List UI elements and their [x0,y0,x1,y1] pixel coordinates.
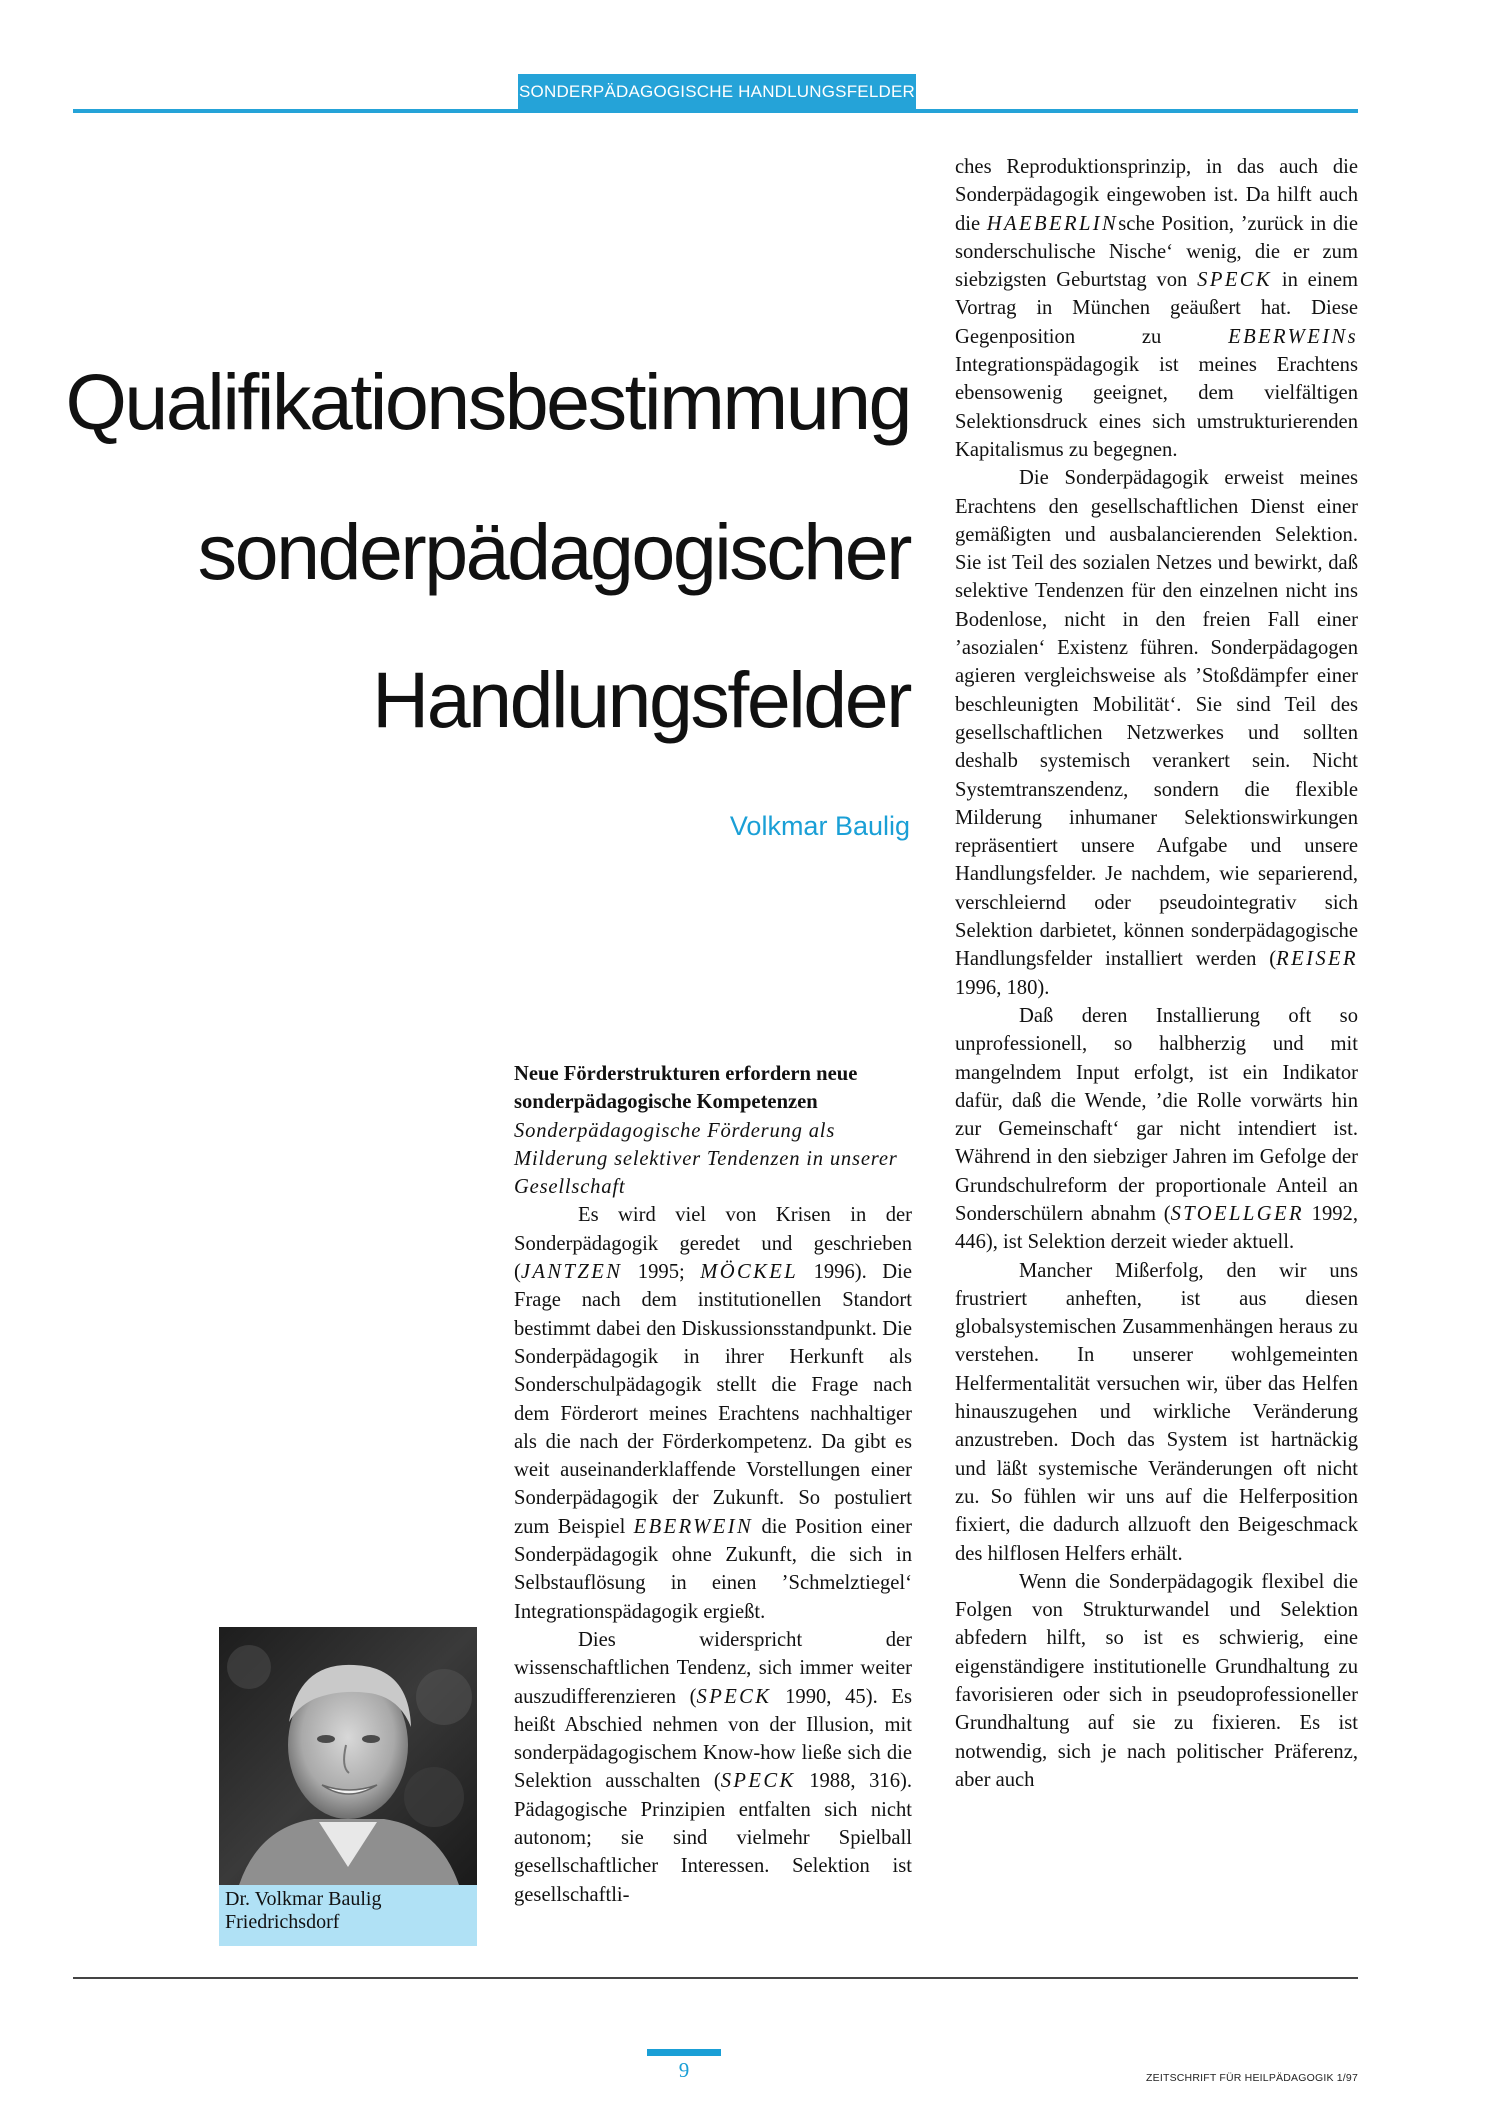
author-citation: STOELLGER [1170,1202,1304,1225]
section-subheading: Sonderpädagogische Förderung als Milderung selektiver Tendenzen in unserer Gesellschaft [514,1119,898,1199]
article-title-line-3: Handlungsfelder [372,655,910,744]
author-citation: SPECK [720,1770,796,1793]
author-citation: EBERWEIN [633,1515,754,1538]
right-column [955,153,1358,1794]
paragraph: Wenn die Sonderpädagogik flexibel die Folgen von Strukturwandel und Selektion abfedern hilft, so ist es schwierig, eine eigenständigere institutionelle Grundhaltung zu favorisieren oder sich in pseudoprofessioneller Grundhaltung auf sie zu fixieren. Es ist notwendig, sich je nach politischer Präferenz, aber auch [955,1570,1358,1791]
paragraph: Dies widerspricht der wissenschaftlichen Tendenz, sich immer weiter auszudifferenzieren (SPECK 1990, 45). Es heißt Abschied nehmen von der Illusion, mit sonderpädagogischem Know-how ließe sich die Selektion ausschalten (SPECK 1988, 316). Pädagogische Prinzipien entfalten sich nicht autonom; sie sind vielmehr Spielball gesellschaftlicher Interessen. Selektion ist gesellschaftli- [514,1628,912,1906]
journal-name: ZEITSCHRIFT FÜR HEILPÄDAGOGIK 1/97 [1146,2072,1358,2084]
author-citation: SPECK [696,1685,772,1708]
author-citation: MÖCKEL [700,1261,799,1284]
section-heading-line-2: sonderpädagogische Kompetenzen [514,1091,818,1114]
author-citation: JANTZEN [520,1261,623,1284]
footer-rule [73,1977,1358,1979]
author-citation: EBERWEINs [1228,325,1358,348]
page-number: 9 [678,2058,690,2082]
section-heading [514,1060,912,1117]
middle-column [514,1060,912,1909]
author-name: Volkmar Baulig [729,811,910,841]
paragraph: Mancher Mißerfolg, den wir uns frustriert anheften, ist aus diesen globalsystemischen Zusammenhängen heraus zu verstehen. In unserer wohlgemeinten Helfermentalität versuchen wir, über das Helfen hinauszugehen und wirkliche Veränderung anzustreben. Doch das System ist hartnäckig und läßt systemische Veränderungen oft nicht zu. So fühlen wir uns auf die Helferposition fixiert, die dadurch allzuoft den Beigeschmack des hilflosen Helfers erhält. [955,1259,1358,1565]
section-tag: SONDERPÄDAGOGISCHE HANDLUNGSFELDER [518,74,916,110]
caption-location: Friedrichsdorf [225,1911,340,1933]
paragraph: Es wird viel von Krisen in der Sonderpädagogik geredet und geschrieben (JANTZEN 1995; MÖCKEL 1996). Die Frage nach dem institutionellen Standort bestimmt dabei den Diskussionsstandpunkt. Die Sonderpädagogik in ihrer Herkunft als Sonderschulpädagogik stellt die Frage nach dem Förderort meines Erachtens nachhaltiger als die nach der Förderkompetenz. Da gibt es weit auseinanderklaffende Vorstellungen einer Sonderpädagogik der Zukunft. So postuliert zum Beispiel EBERWEIN die Position einer Sonderpädagogik ohne Zukunft, die sich in Selbstauflösung in einen ’Schmelztiegel‘ Integrationspädagogik ergießt. [514,1204,912,1623]
caption-name: Dr. Volkmar Baulig [225,1888,382,1910]
paragraph: Daß deren Installierung oft so unprofessionell, so halbherzig und mit mangelndem Input erfolgt, ist ein Indikator dafür, daß die Wende, ’die Rolle vorwärts hin zur Gemeinschaft‘ gar nicht intendiert ist. Während in den siebziger Jahren im Gefolge der Grundschulreform der proportionale Anteil an Sonderschülern abnahm (STOELLGER 1992, 446), ist Selektion derzeit wieder aktuell. [955,1004,1358,1254]
page-number-bar [647,2049,721,2056]
author-citation: REISER [1276,948,1358,971]
header-rule [73,109,1358,113]
author-portrait-image [219,1627,477,1885]
paragraph: ches Reproduktionsprinzip, in das auch die Sonderpädagogik eingewoben ist. Da hilft auch die HAEBERLINsche Position, ’zurück in die sonderschulische Nische‘ wenig, die er zum siebzigsten Geburtstag von SPECK in einem Vortrag in München geäußert hat. Diese Gegenposition zu EBERWEINs Integrationspädagogik ist meines Erachtens ebensowenig geeignet, dem vielfältigen Selektionsdruck eines sich umstrukturierenden Kapitalismus zu begegnen. [955,156,1358,461]
article-title-line-1: Qualifikationsbestimmung [65,357,910,446]
photo-caption [225,1888,381,1934]
paragraph: Die Sonderpädagogik erweist meines Erachtens den gesellschaftlichen Dienst einer gemäßigten und ausbalancierenden Selektion. Sie ist Teil des sozialen Netzes und bewirkt, daß selektive Tendenzen für den einzelnen nicht ins Bodenlose, nicht in den freien Fall einer ’asozialen‘ Existenz führen. Sonderpädagogen agieren vergleichsweise als ’Stoßdämpfer einer beschleunigten Mobilität‘. Sie sind Teil des gesellschaftlichen Netzwerkes und sollten deshalb systemisch verankert sein. Nicht Systemtranszendenz, sondern die flexible Milderung inhumaner Selektionswirkungen repräsentiert unsere Aufgabe und unsere Handlungsfelder. Je nachdem, wie separierend, verschleiernd oder pseudointegrativ sich Selektion darbietet, können sonderpädagogische Handlungsfelder installiert werden (REISER 1996, 180). [955,467,1358,999]
author-citation: SPECK [1197,269,1273,292]
author-photo [219,1627,477,1885]
article-title-line-2: sonderpädagogischer [197,507,910,596]
section-heading-line-1: Neue Förderstrukturen erfordern neue [514,1063,858,1085]
author-citation: HAEBERLIN [986,212,1119,235]
caption-corner-notch [455,1946,477,1966]
